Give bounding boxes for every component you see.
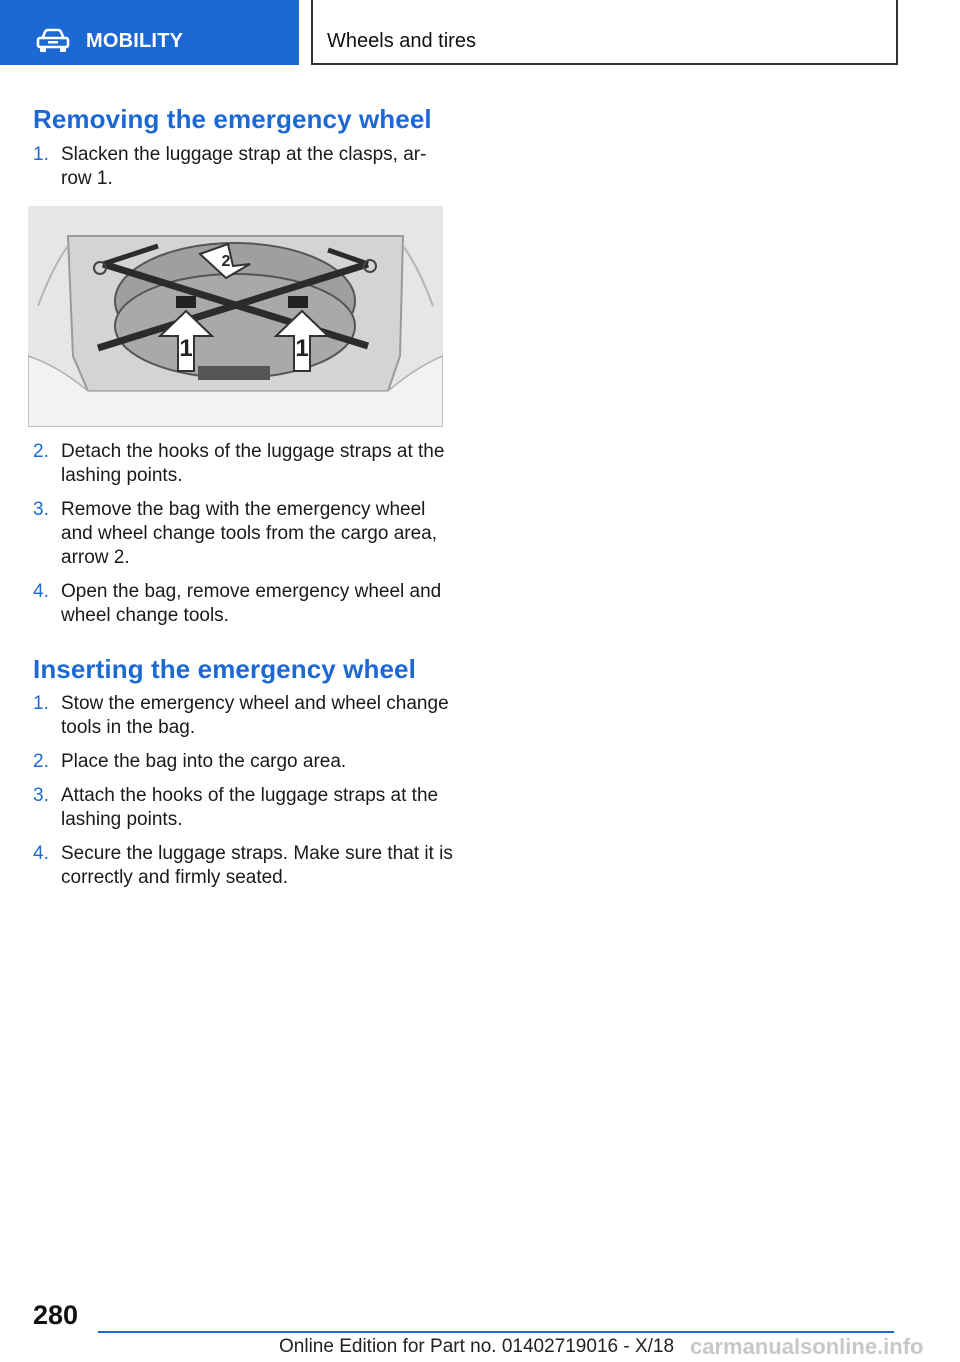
- step-number: 3.: [33, 785, 49, 806]
- step-number: 1.: [33, 693, 49, 714]
- trunk-drawing: [28, 206, 443, 427]
- removing-steps-list-a: [33, 143, 453, 201]
- car-icon: [36, 27, 70, 53]
- list-item: [33, 750, 453, 774]
- step-number: 2.: [33, 441, 49, 462]
- footer-divider: [98, 1331, 894, 1333]
- step-text: Open the bag, remove emergency wheel and wheel change tools.: [61, 581, 442, 626]
- step-text: Attach the hooks of the luggage straps at the lashing points.: [61, 785, 439, 830]
- step-text: Place the bag into the cargo area.: [61, 751, 347, 772]
- step-text: Slacken the luggage strap at the clasps, ar‐ row 1.: [61, 144, 427, 189]
- list-item: [33, 440, 453, 488]
- step-text: Secure the luggage straps. Make sure that it is correctly and firmly seated.: [61, 843, 453, 888]
- step-text: Stow the emergency wheel and wheel change tools in the bag.: [61, 693, 449, 738]
- heading-inserting: Inserting the emergency wheel: [33, 654, 416, 684]
- removing-steps-list-b: [33, 440, 453, 638]
- step-number: 4.: [33, 843, 49, 864]
- list-item: [33, 842, 453, 890]
- list-item: [33, 580, 453, 628]
- list-item: [33, 498, 453, 570]
- inserting-steps-list: [33, 692, 453, 900]
- step-number: 3.: [33, 499, 49, 520]
- trunk-illustration: [28, 206, 443, 427]
- heading-removing: Removing the emergency wheel: [33, 104, 432, 134]
- list-item: [33, 784, 453, 832]
- list-item: [33, 692, 453, 740]
- page-number: 280: [33, 1300, 79, 1330]
- arrow-label-1a: 1: [179, 335, 193, 362]
- edition-text: Online Edition for Part no. 01402719016 - X/18: [279, 1336, 675, 1357]
- watermark: carmanualsonline.info: [690, 1334, 924, 1359]
- list-item: [33, 143, 453, 191]
- section-label: MOBILITY: [86, 30, 184, 52]
- arrow-label-1b: 1: [295, 335, 309, 362]
- section-tab: [0, 0, 299, 65]
- chapter-header: [311, 0, 898, 65]
- arrow-label-2: 2: [221, 253, 231, 270]
- step-number: 1.: [33, 144, 49, 165]
- step-text: Detach the hooks of the luggage straps at the lashing points.: [61, 441, 445, 486]
- step-number: 4.: [33, 581, 49, 602]
- step-number: 2.: [33, 751, 49, 772]
- step-text: Remove the bag with the emergency wheel and wheel change tools from the cargo area, arrow 2.: [61, 499, 438, 568]
- chapter-title: Wheels and tires: [327, 30, 476, 52]
